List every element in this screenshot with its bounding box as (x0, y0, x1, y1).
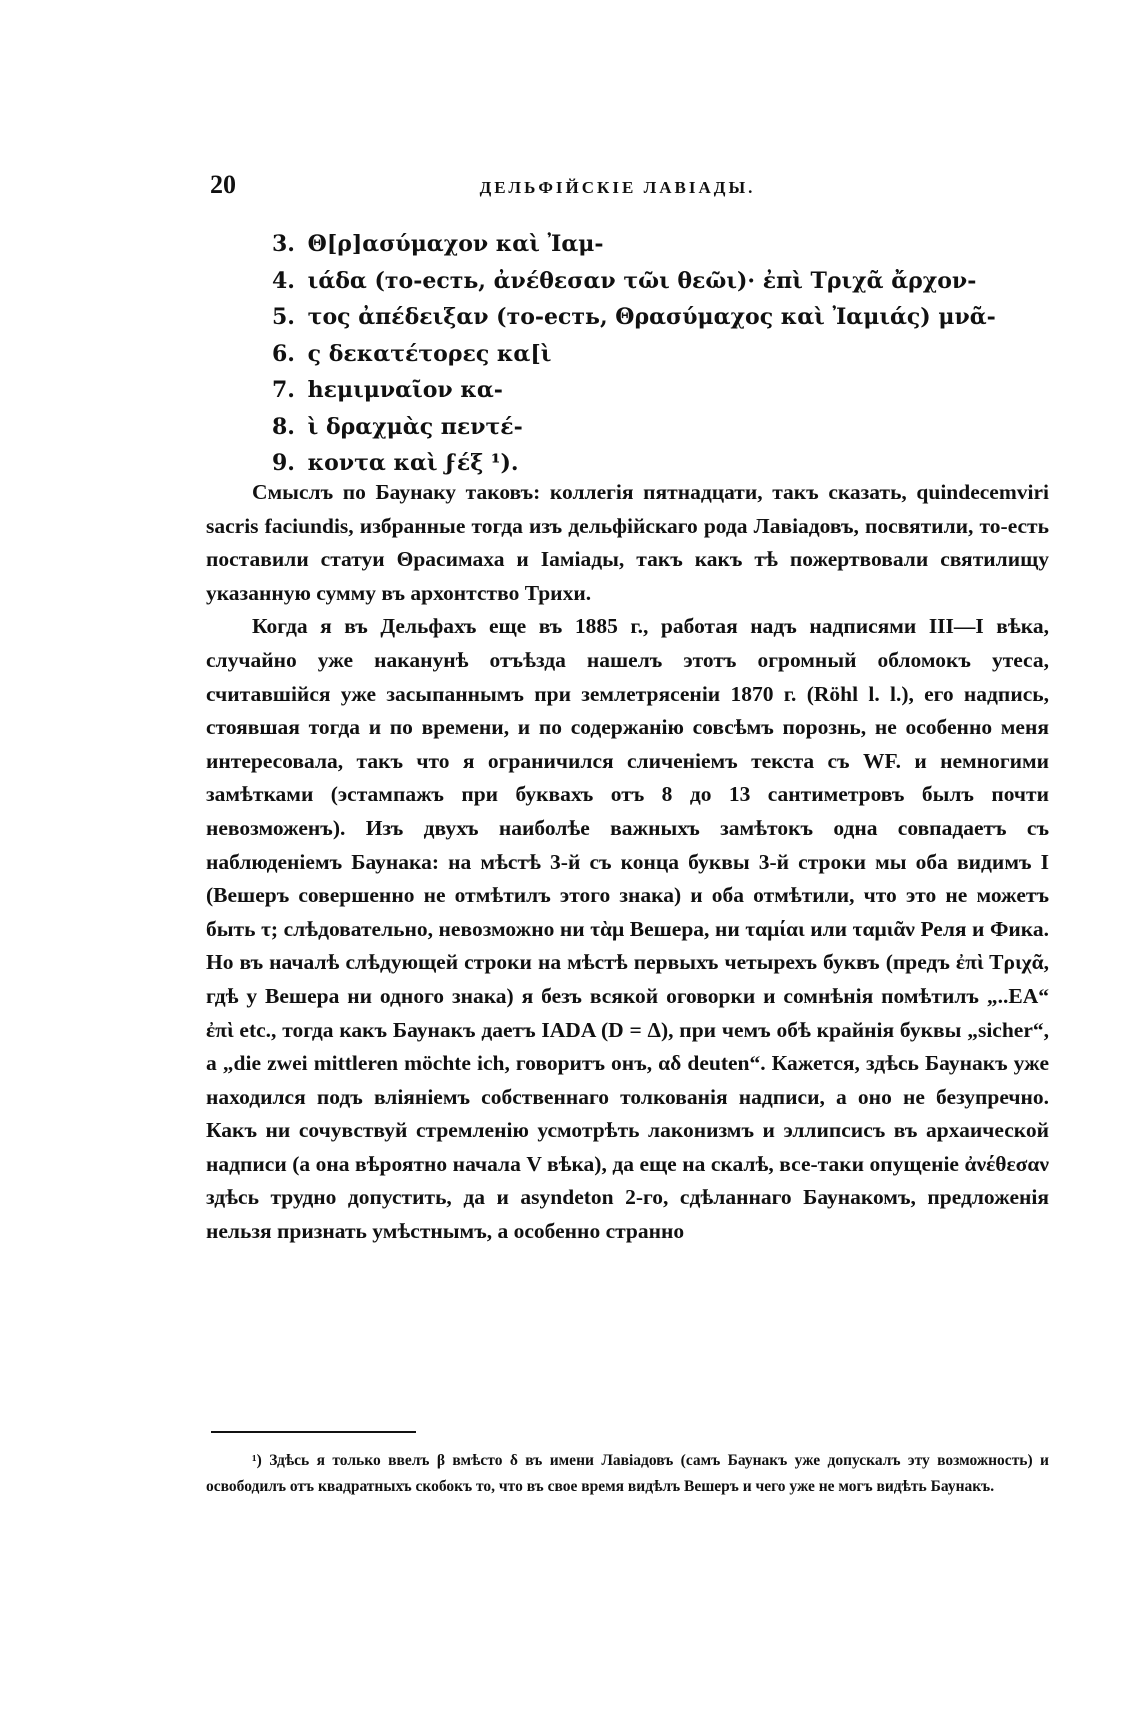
running-head: ДЕЛЬФІЙСКІЕ ЛАВІАДЫ. (479, 178, 756, 197)
line-number: 7. (272, 377, 295, 403)
line-number: 4. (272, 267, 295, 294)
paragraph: Когда я въ Дельфахъ еще въ 1885 г., работая надъ надписями III—I вѣка, случайно уже наканунѣ отъѣзда нашелъ этотъ огромный обломокъ утеса, считавшійся уже засыпаннымъ при землетрясеніи 1870 г. (Röhl l. l.), его надпись, стоявшая тогда и по времени, и по содержанію совсѣмъ порознь, не особенно меня интересовала, такъ что я ограничился сличеніемъ текста съ WF. и немногими замѣтками (эстампажъ при буквахъ отъ 8 до 13 сантиметровъ былъ почти невозможенъ). Изъ двухъ наиболѣе важныхъ замѣтокъ одна совпадаетъ съ наблюденіемъ Баунака: на мѣстѣ 3-й съ конца буквы 3-й строки мы оба видимъ I (Вешеръ совершенно не отмѣтилъ этого знака) и оба отмѣтили, что это не можетъ быть τ; слѣдовательно, невозможно ни τὰμ Вешера, ни ταμίαι или ταμιᾶν Реля и Фика. Но въ началѣ слѣдующей строки на мѣстѣ первыхъ четырехъ буквъ (предъ ἐπὶ Τριχᾶ, гдѣ у Вешера ни одного знака) я безъ всякой оговорки и сомнѣнія помѣтилъ „..ΕΑ“ ἐπὶ etc., тогда какъ Баунакъ даетъ IADA (D = Δ), при чемъ обѣ крайнія буквы „sicher“, а „die zwei mittleren möchte ich, говоритъ онъ, αδ deuten“. Кажется, здѣсь Баунакъ уже находился подъ вліяніемъ собственнаго толкованія надписи, а оно не безупречно. Какъ ни сочувствуй стремленію усмотрѣть лаконизмъ и эллипсисъ въ архаической надписи (а она вѣроятно начала V вѣка), да еще на скалѣ, все-таки опущеніе ἀνέθεσαν здѣсь трудно допустить, да и asyndeton 2-го, сдѣланнаго Баунакомъ, предложенія нельзя признать умѣстнымъ, а особенно странно (206, 614, 1049, 1244)
line-text: hεμιμναῖον κα- (307, 377, 503, 403)
line-text: ς δεκατέτορες κα[ὶ (307, 340, 552, 367)
page-number: 20 (210, 170, 236, 199)
inscription-line (272, 409, 996, 446)
body-text (206, 476, 1049, 1249)
footnote-text: ¹) Здѣсь я только ввелъ β вмѣсто δ въ имени Лавіадовъ (самъ Баунакъ уже допускалъ эту возможность) и освободилъ отъ квадратныхъ скобокъ то, что въ свое время видѣлъ Вешеръ и чего уже не могъ видѣть Баунакъ. (206, 1452, 1049, 1495)
line-text: ιάδα (то-есть, ἀνέθεσαν τῶι θεῶι)· ἐπὶ Τριχᾶ ἄρχον- (307, 267, 977, 294)
inscription-line (272, 372, 996, 409)
line-text: Θ[ρ]ασύμαχον καὶ Ἰαμ- (307, 231, 604, 257)
inscription-line (272, 299, 996, 336)
inscription-line (272, 226, 996, 263)
footnote (206, 1448, 1049, 1500)
line-number: 5. (272, 304, 295, 330)
footnote-separator (211, 1431, 416, 1433)
line-number: 6. (272, 340, 295, 367)
inscription-line (272, 336, 996, 373)
line-text: κοντα καὶ ϝέξ ¹). (307, 450, 519, 476)
line-text: τος ἀπέδειξαν (то-есть, Θρασύμαχος καὶ Ἰαμιάς) μνᾶ- (307, 304, 996, 330)
line-number: 8. (272, 413, 295, 440)
inscription-line (272, 263, 996, 300)
inscription-block (272, 226, 996, 482)
line-number: 3. (272, 231, 295, 257)
line-number: 9. (272, 450, 295, 476)
line-text: ὶ δραχμὰς πεντέ- (307, 413, 523, 440)
paragraph: Смыслъ по Баунаку таковъ: коллегія пятнадцати, такъ сказать, quindecemviri sacris faciundis, избранные тогда изъ дельфійскаго рода Лавіадовъ, посвятили, то-есть поставили статуи Θрасимаха и Іаміады, такъ какъ тѣ пожертвовали святилищу указанную сумму въ архонтство Трихи. (206, 480, 1049, 605)
